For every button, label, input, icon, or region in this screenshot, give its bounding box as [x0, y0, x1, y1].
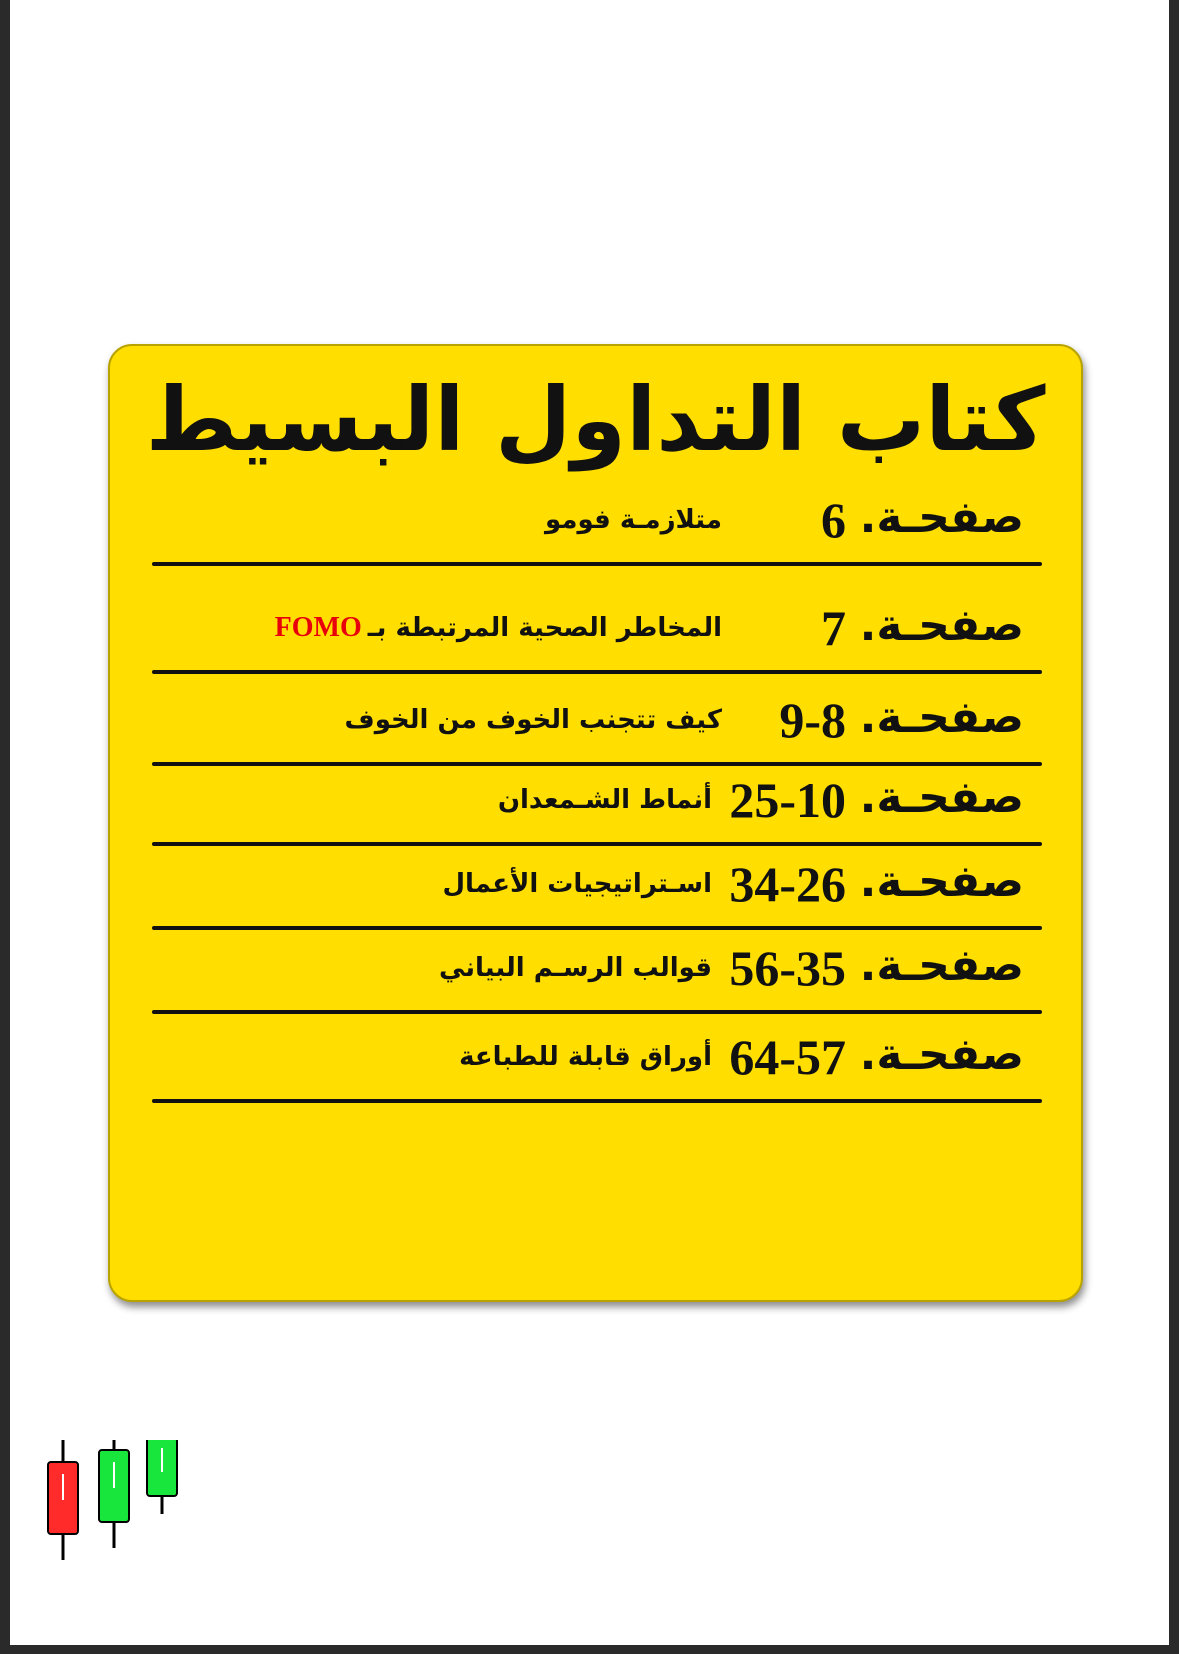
row-divider: [152, 926, 1042, 930]
page-label: صفحـة.: [859, 692, 1024, 743]
toc-row: [152, 850, 1042, 930]
page-range: 34-26: [729, 856, 846, 912]
toc-topic: قوالب الرسـم البياني: [438, 953, 712, 983]
table-of-contents-card: [108, 344, 1083, 1302]
toc-row: [152, 934, 1042, 1014]
toc-row: [152, 486, 1042, 566]
page-range: 9-8: [779, 692, 846, 748]
toc-row: [152, 766, 1042, 846]
toc-row: [152, 686, 1042, 766]
candle-green: [99, 1440, 129, 1548]
page-label: صفحـة.: [859, 1029, 1024, 1080]
toc-row: [152, 594, 1042, 674]
page-range: 6: [821, 492, 846, 548]
row-divider: [152, 1099, 1042, 1103]
toc-topic: متلازمـة فومو: [545, 505, 722, 535]
page-label: صفحـة.: [859, 600, 1024, 651]
page-label: صفحـة.: [859, 856, 1024, 907]
page-range: 25-10: [729, 772, 846, 828]
toc-topic: كيف تتجنب الخوف من الخوف: [344, 705, 722, 735]
page-label: صفحـة.: [859, 940, 1024, 991]
row-divider: [152, 842, 1042, 846]
row-divider: [152, 670, 1042, 674]
row-divider: [152, 1010, 1042, 1014]
page-label: صفحـة.: [859, 772, 1024, 823]
document-page: [10, 0, 1169, 1645]
candlestick-chart-icon: [40, 1440, 200, 1620]
page-range: 64-57: [729, 1029, 846, 1085]
toc-topic: [275, 610, 722, 646]
toc-topic-text: المخاطر الصحية المرتبطة بـ: [367, 613, 722, 643]
toc-topic: أوراق قابلة للطباعة: [459, 1042, 712, 1072]
book-title: كتاب التداول البسيط: [145, 368, 1046, 471]
toc-row: [152, 1023, 1042, 1103]
candle-green: [147, 1440, 177, 1514]
candle-red: [48, 1440, 78, 1560]
toc-topic: اسـتراتيجيات الأعمال: [442, 869, 712, 899]
page-range: 7: [821, 600, 846, 656]
row-divider: [152, 562, 1042, 566]
page-range: 56-35: [729, 940, 846, 996]
toc-topic: أنماط الشـمعدان: [497, 785, 712, 815]
fomo-highlight: FOMO: [274, 612, 362, 643]
page-label: صفحـة.: [859, 492, 1024, 543]
